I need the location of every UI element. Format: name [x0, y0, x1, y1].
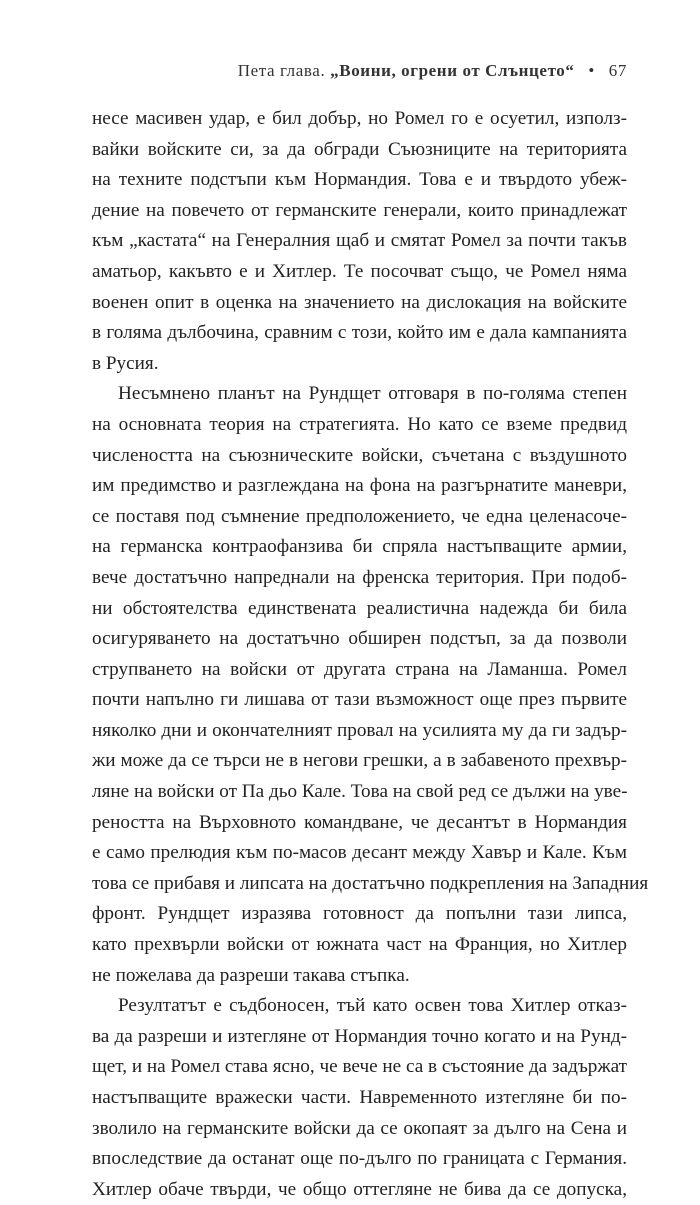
text-line: като прехвърли войски от южната част на Франция, но Хитлер — [92, 934, 627, 956]
text-line: в Русия. — [92, 352, 159, 374]
text-line: се поставя под съмнение предположението, че една целенасоче- — [92, 505, 627, 527]
header-separator: • — [588, 61, 595, 80]
chapter-label: Пета глава. — [237, 61, 326, 80]
text-line: им предимство и разглеждана на фона на разгърнатите маневри, — [92, 475, 627, 497]
text-line: Резултатът е съдбоносен, тъй като освен това Хитлер отказ- — [118, 995, 627, 1017]
text-line: вайки войските си, за да обгради Съюзниците на територията — [92, 138, 627, 160]
text-line: несе масивен удар, е бил добър, но Ромел го е осуетил, използ- — [92, 108, 627, 129]
text-line: това се прибавя и липсата на достатъчно подкрепления на Западния — [92, 872, 649, 894]
text-line: към „кастата“ на Генералния щаб и смятат Ромел за почти такъв — [92, 230, 627, 252]
text-line: е само прелюдия към по-масов десант между Хавър и Кале. Към — [92, 842, 627, 864]
text-line: впоследствие да останат още по-дълго по границата с Германия. — [92, 1148, 627, 1170]
body-text — [92, 104, 649, 1205]
text-line: дение на повечето от германските генерали, които принадлежат — [92, 199, 627, 221]
text-line: военен опит в оценка на значението на дислокация на войските — [92, 291, 627, 313]
page-number: 67 — [608, 61, 627, 80]
text-line: зволило на германските войски да се окопаят за дълго на Сена и — [92, 1117, 627, 1139]
text-line: не пожелава да разреши такава стъпка. — [92, 964, 410, 986]
text-line: щет, и на Ромел става ясно, че вече не са в състояние да задържат — [92, 1056, 628, 1078]
text-line: осигуряването на достатъчно обширен подстъп, за да позволи — [92, 628, 627, 650]
text-line: фронт. Рундщет изразява готовност да попълни тази липса, — [92, 903, 627, 925]
text-line: в голяма дълбочина, сравним с този, който им е дала кампанията — [92, 322, 627, 344]
paragraph — [92, 379, 649, 991]
text-line: няколко дни и окончателният провал на усилията му да ги задър- — [92, 719, 627, 741]
text-line: Несъмнено планът на Рундщет отговаря в по-голяма степен — [118, 383, 627, 405]
text-line: струпването на войски от другата страна на Ламанша. Ромел — [92, 658, 627, 680]
text-line: жи може да се търси не в негови грешки, а в забавеното прехвър- — [92, 750, 627, 772]
text-line: на германска контраофанзива би спряла настъпващите армии, — [92, 536, 627, 558]
text-line: ни обстоятелства единствената реалистична надежда би била — [92, 597, 627, 619]
text-line: почти напълно ги лишава от тази възможност още през първите — [92, 689, 627, 711]
running-header — [0, 61, 627, 81]
text-line: аматьор, какъвто е и Хитлер. Те посочват също, че Ромел няма — [92, 260, 627, 282]
paragraph — [92, 104, 627, 379]
text-line: Хитлер обаче твърди, че общо оттегляне не бива да се допуска, — [92, 1178, 627, 1200]
text-line: на техните подстъпи към Нормандия. Това е и твърдото убеж- — [92, 169, 627, 191]
text-line: ва да разреши и изтегляне от Нормандия точно когато и на Рунд- — [92, 1025, 627, 1047]
chapter-title: „Воини, огрени от Слънцето“ — [330, 61, 575, 80]
text-line: на основната теория на стратегията. Но като се вземе предвид — [92, 413, 627, 435]
paragraph — [92, 991, 627, 1205]
text-line: реността на Върховното командване, че десантът в Нормандия — [92, 811, 627, 833]
text-line: настъпващите вражески части. Навременното изтегляне би по- — [92, 1087, 627, 1108]
text-line: ляне на войски от Па дьо Кале. Това на свой ред се дължи на уве- — [92, 781, 628, 803]
text-line: вече достатъчно напреднали на френска територия. При подоб- — [92, 566, 627, 588]
text-line: числеността на съюзническите войски, съчетана с въздушното — [92, 444, 627, 466]
